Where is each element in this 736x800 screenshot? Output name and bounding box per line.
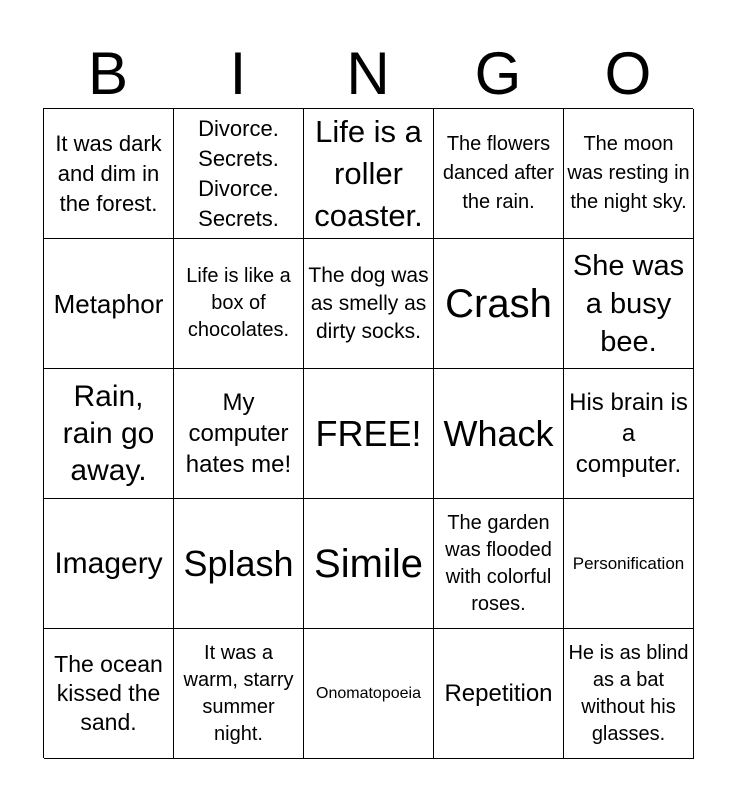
bingo-cell-r5-c3[interactable] <box>304 629 434 759</box>
bingo-cell-r3-c4[interactable] <box>434 369 564 499</box>
bingo-cell-r5-c5[interactable] <box>564 629 694 759</box>
cell-text: It was dark and dim in the forest. <box>55 130 162 216</box>
bingo-cell-r2-c1[interactable] <box>44 239 174 369</box>
cell-text: Metaphor <box>53 288 164 319</box>
cell-text: Rain, rain go away. <box>62 380 155 487</box>
bingo-cell-r3-c3[interactable] <box>304 369 434 499</box>
bingo-cell-r3-c5[interactable] <box>564 369 694 499</box>
cell-text: The ocean kissed the sand. <box>54 651 163 735</box>
cell-text: The moon was resting in the night sky. <box>567 133 690 213</box>
cell-text: He is as blind as a bat without his glasses. <box>568 641 689 745</box>
header-letter-i: I <box>229 40 247 107</box>
bingo-cell-r4-c4[interactable] <box>434 499 564 629</box>
bingo-header <box>43 40 693 108</box>
bingo-cell-r4-c3[interactable] <box>304 499 434 629</box>
cell-text: Personification <box>572 553 685 573</box>
cell-text: His brain is a computer. <box>569 389 688 478</box>
cell-text: My computer hates me! <box>185 389 292 478</box>
bingo-cell-r2-c5[interactable] <box>564 239 694 369</box>
cell-text: Onomatopoeia <box>316 684 421 702</box>
cell-text: Crash <box>445 281 552 326</box>
bingo-cell-r5-c2[interactable] <box>174 629 304 759</box>
header-letter-o: O <box>604 40 652 107</box>
bingo-cell-r4-c5[interactable] <box>564 499 694 629</box>
free-space: FREE! <box>315 412 422 454</box>
cell-text: Splash <box>183 542 294 584</box>
bingo-cell-r2-c3[interactable] <box>304 239 434 369</box>
bingo-cell-r5-c4[interactable] <box>434 629 564 759</box>
header-letter-g: G <box>474 40 522 107</box>
bingo-cell-r3-c1[interactable] <box>44 369 174 499</box>
bingo-cell-r4-c1[interactable] <box>44 499 174 629</box>
bingo-cell-r1-c4[interactable] <box>434 109 564 239</box>
cell-text: Simile <box>314 541 423 586</box>
cell-text: Divorce. Secrets. Divorce. Secrets. <box>198 115 279 231</box>
cell-text: Life is like a box of chocolates. <box>186 265 291 341</box>
header-letter-n: N <box>346 40 390 107</box>
bingo-cell-r2-c4[interactable] <box>434 239 564 369</box>
header-letter-b: B <box>87 40 129 107</box>
cell-text: Repetition <box>444 680 553 707</box>
cell-text: Whack <box>443 412 554 454</box>
bingo-board <box>43 108 693 758</box>
cell-text: The dog was as smelly as dirty socks. <box>308 263 429 343</box>
bingo-cell-r3-c2[interactable] <box>174 369 304 499</box>
cell-text: Life is a roller coaster. <box>314 113 423 233</box>
bingo-cell-r1-c3[interactable] <box>304 109 434 239</box>
cell-text: The flowers danced after the rain. <box>442 133 555 213</box>
bingo-cell-r4-c2[interactable] <box>174 499 304 629</box>
cell-text: Imagery <box>54 547 163 580</box>
bingo-cell-r1-c2[interactable] <box>174 109 304 239</box>
bingo-cell-r5-c1[interactable] <box>44 629 174 759</box>
cell-text: The garden was flooded with colorful roses. <box>445 511 552 615</box>
bingo-cell-r1-c1[interactable] <box>44 109 174 239</box>
bingo-cell-r1-c5[interactable] <box>564 109 694 239</box>
cell-text: She was a busy bee. <box>572 249 685 358</box>
bingo-cell-r2-c2[interactable] <box>174 239 304 369</box>
cell-text: It was a warm, starry summer night. <box>183 641 294 745</box>
